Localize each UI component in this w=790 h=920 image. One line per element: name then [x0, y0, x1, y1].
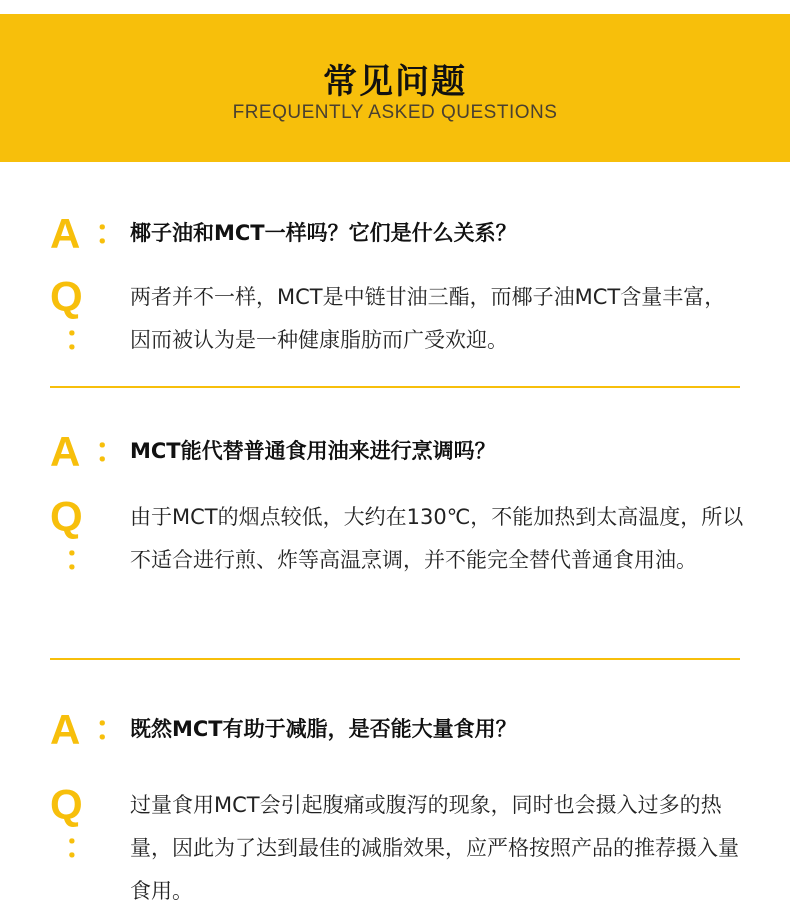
answer-text: 两者并不一样，MCT是中链甘油三酯，而椰子油MCT含量丰富，因而被认为是一种健康脂肪而广受欢迎。 [130, 285, 726, 352]
question-marker: A ： [50, 428, 129, 475]
question-text: 既然MCT有助于减脂，是否能大量食用？ [130, 717, 517, 741]
divider [50, 658, 740, 660]
question-text: 椰子油和MCT一样吗？它们是什么关系？ [130, 221, 517, 245]
question-text: MCT能代替普通食用油来进行烹调吗？ [130, 439, 496, 463]
question-marker: A ： [50, 210, 129, 257]
divider [50, 386, 740, 388]
answer-marker: Q： [50, 273, 98, 358]
answer-text: 由于MCT的烟点较低，大约在130℃，不能加热到太高温度，所以不适合进行煎、炸等高温烹调，并不能完全替代普通食用油。 [130, 505, 744, 572]
page-subtitle: FREQUENTLY ASKED QUESTIONS [232, 102, 558, 123]
answer-marker: Q： [50, 781, 98, 866]
header-banner [0, 14, 790, 162]
page-title: 常见问题 [323, 62, 467, 102]
answer-marker: Q： [50, 493, 98, 578]
answer-text: 过量食用MCT会引起腹痛或腹泻的现象，同时也会摄入过多的热量，因此为了达到最佳的减脂效果，应严格按照产品的推荐摄入量食用。 [130, 793, 739, 903]
question-marker: A ： [50, 706, 129, 753]
